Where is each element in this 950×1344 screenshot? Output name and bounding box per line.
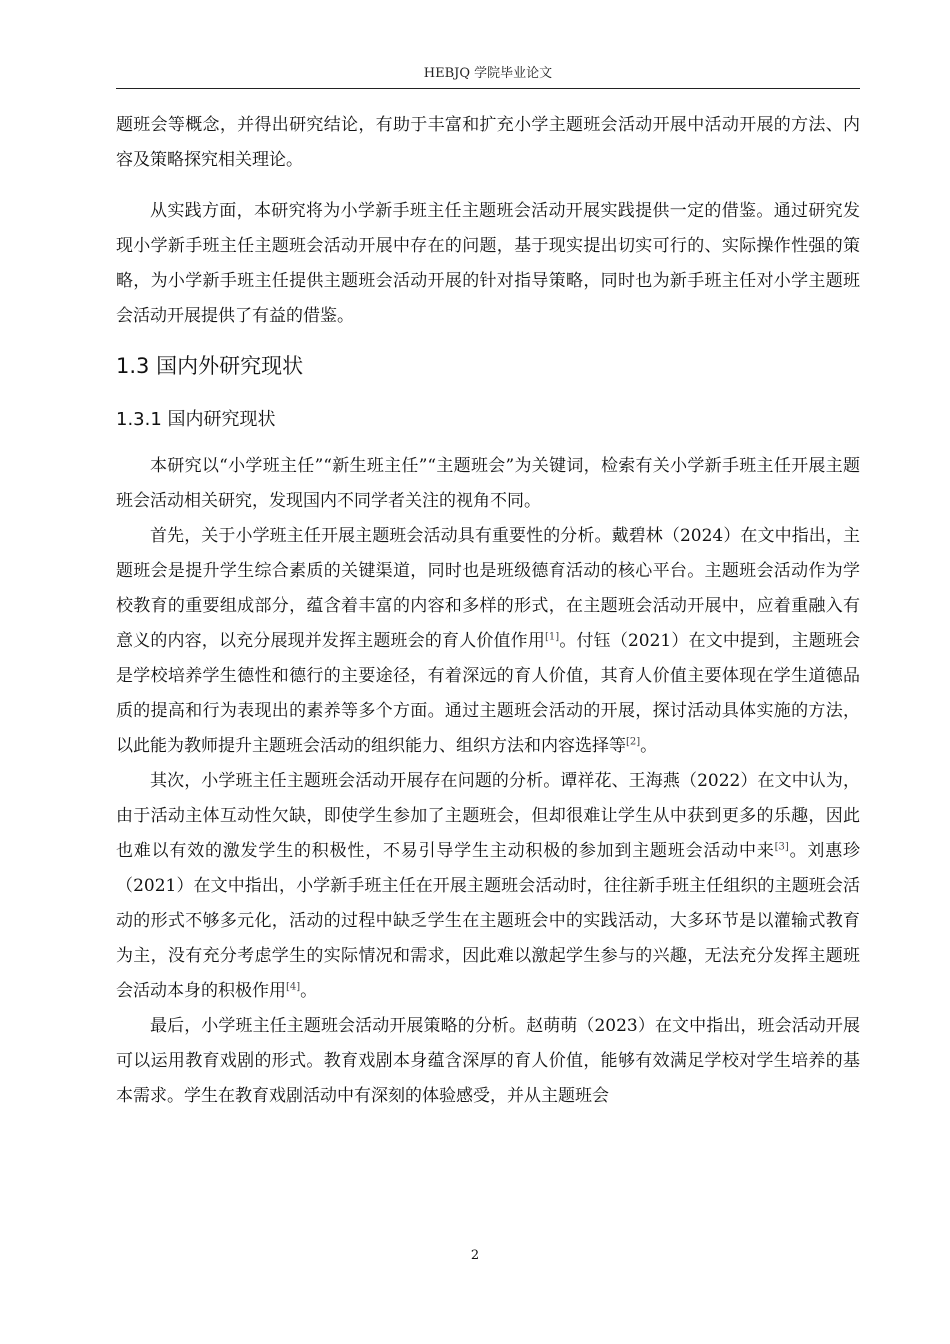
subsection-heading-1-3-1: 1.3.1 国内研究现状 xyxy=(116,409,276,430)
citation-3: [3] xyxy=(774,841,789,853)
citation-1: [1] xyxy=(545,631,560,643)
paragraph-strategies: 最后，小学班主任主题班会活动开展策略的分析。赵萌萌（2023）在文中指出，班会活动开展可以运用教育戏剧的形式。教育戏剧本身蕴含深厚的育人价值，能够有效满足学校对学生培养的基本需求。学生在教育戏剧活动中有深刻的体验感受，并从主题班会 xyxy=(116,1016,860,1106)
paragraph-practice: 从实践方面，本研究将为小学新手班主任主题班会活动开展实践提供一定的借鉴。通过研究发现小学新手班主任主题班会活动开展中存在的问题，基于现实提出切实可行的、实际操作性强的策略，为小学新手班主任提供主题班会活动开展的针对指导策略，同时也为新手班主任对小学主题班会活动开展提供了有益的借鉴。 xyxy=(116,201,860,326)
paragraph-intro-continuation: 题班会等概念，并得出研究结论，有助于丰富和扩充小学主题班会活动开展中活动开展的方法、内容及策略探究相关理论。 xyxy=(116,115,860,170)
paragraph-problems-text-b: 。刘惠珍（2021）在文中指出，小学新手班主任在开展主题班会活动时，往往新手班主任组织的主题班会活动的形式不够多元化，活动的过程中缺乏学生在主题班会中的实践活动，大多环节是以灌输式教育为主，没有充分考虑学生的实际情况和需求，因此难以激起学生参与的兴趣，无法充分发挥主题班会活动本身的积极作用 xyxy=(116,841,860,1001)
document-body xyxy=(116,108,860,1114)
page-number: 2 xyxy=(470,1248,480,1263)
paragraph-keywords: 本研究以“小学班主任”“新生班主任”“主题班会”为关键词，检索有关小学新手班主任开展主题班会活动相关研究，发现国内不同学者关注的视角不同。 xyxy=(116,456,860,511)
header-rule xyxy=(116,88,860,89)
paragraph-problems-text-a: 其次，小学班主任主题班会活动开展存在问题的分析。谭祥花、王海燕（2022）在文中认为，由于活动主体互动性欠缺，即使学生参加了主题班会，但却很难让学生从中获到更多的乐趣，因此也难以有效的激发学生的积极性，不易引导学生主动积极的参加到主题班会活动中来 xyxy=(116,771,860,861)
paragraph-importance xyxy=(116,519,860,764)
running-header: HEBJQ 学院毕业论文 xyxy=(423,66,553,81)
citation-4: [4] xyxy=(286,981,301,993)
paragraph-importance-text-c: 。 xyxy=(640,736,658,756)
citation-2: [2] xyxy=(626,736,641,748)
paragraph-problems-text-c: 。 xyxy=(300,981,318,1001)
section-heading-1-3: 1.3 国内外研究现状 xyxy=(116,354,304,378)
paragraph-importance-text-a: 首先，关于小学班主任开展主题班会活动具有重要性的分析。戴碧林（2024）在文中指出，主题班会是提升学生综合素质的关键渠道，同时也是班级德育活动的核心平台。主题班会活动作为学校教育的重要组成部分，蕴含着丰富的内容和多样的形式，在主题班会活动开展中，应着重融入有意义的内容，以充分展现并发挥主题班会的育人价值作用 xyxy=(116,526,860,651)
paragraph-importance-text-b: 。付钰（2021）在文中提到，主题班会是学校培养学生德性和德行的主要途径，有着深远的育人价值，其育人价值主要体现在学生道德品质的提高和行为表现出的素养等多个方面。通过主题班会活动的开展，探讨活动具体实施的方法，以此能为教师提升主题班会活动的组织能力、组织方法和内容选择等 xyxy=(116,631,861,756)
paragraph-problems xyxy=(116,764,860,1009)
